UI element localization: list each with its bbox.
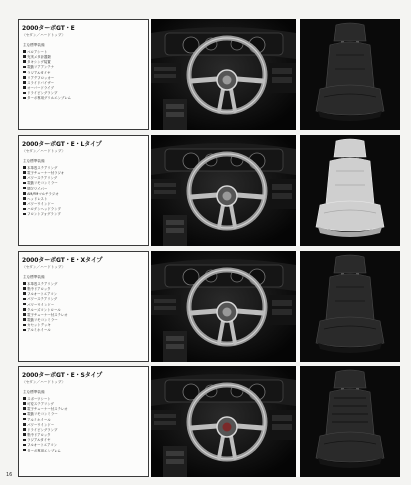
feature-text: 電子チューナー付ラジオ xyxy=(27,170,65,175)
feature-text: ラジアルタイヤ xyxy=(27,438,51,443)
feature-item xyxy=(23,412,148,417)
feature-item xyxy=(23,317,148,322)
bullet-square-icon xyxy=(23,282,26,285)
feature-item xyxy=(23,417,148,422)
bullet-square-icon xyxy=(23,55,26,58)
feature-item xyxy=(23,401,148,406)
bullet-square-icon xyxy=(23,66,26,69)
feature-text: カセットデッキ xyxy=(27,323,51,328)
section-title: 2000ターボGT・E・Sタイプ xyxy=(22,372,103,379)
trim-section xyxy=(18,251,400,362)
section-subtitle: 〈セダン／ハードトップ〉 xyxy=(22,149,66,153)
bullet-square-icon xyxy=(23,397,26,400)
feature-item xyxy=(23,281,148,286)
feature-item xyxy=(23,191,148,196)
feature-text: パワーウインドー xyxy=(27,202,55,206)
equipment-label: 主な標準装備 xyxy=(23,159,45,163)
seat-photo xyxy=(300,135,400,246)
feature-item xyxy=(23,85,148,90)
feature-text: 電子チューナー付ステレオ xyxy=(27,312,68,317)
equipment-label: 主な標準装備 xyxy=(23,275,45,279)
feature-item xyxy=(23,422,148,427)
feature-text: 電子チューナー付ステレオ xyxy=(27,407,68,411)
seat-photo xyxy=(300,19,400,130)
bullet-square-icon xyxy=(23,202,26,205)
dashboard-photo xyxy=(151,251,296,362)
equipment-label: 主な標準装備 xyxy=(23,43,45,47)
feature-item xyxy=(23,49,148,54)
bullet-square-icon xyxy=(23,287,26,290)
feature-text: パワーウインドー xyxy=(27,302,55,307)
feature-text: フルオートエアコン xyxy=(27,292,58,296)
feature-text: オーバードライブ xyxy=(27,86,54,90)
feature-item xyxy=(23,406,148,411)
feature-text: 間欠ワイパー xyxy=(27,186,48,191)
bullet-square-icon xyxy=(23,402,26,405)
bullet-square-icon xyxy=(23,86,26,89)
bullet-square-icon xyxy=(23,213,26,216)
bullet-square-icon xyxy=(23,81,26,84)
feature-text: スポーツシート xyxy=(27,396,51,401)
feature-item xyxy=(23,201,148,206)
section-subtitle: 〈セダン／ハードトップ〉 xyxy=(22,265,66,269)
feature-text: フルオートエアコン xyxy=(27,443,58,448)
bullet-square-icon xyxy=(23,76,26,79)
feature-item xyxy=(23,91,148,96)
dashboard-photo xyxy=(151,19,296,130)
bullet-square-icon xyxy=(23,176,26,179)
bullet-square-icon xyxy=(23,303,26,306)
feature-item xyxy=(23,312,148,317)
feature-text: パワーウインドー xyxy=(27,422,55,427)
feature-text: 集中ドアロック xyxy=(27,433,51,437)
feature-item xyxy=(23,59,148,64)
feature-item xyxy=(23,186,148,191)
bullet-square-icon xyxy=(23,166,26,169)
feature-text: パワーステアリング xyxy=(27,297,58,302)
feature-item xyxy=(23,207,148,212)
equipment-label: 主な標準装備 xyxy=(23,390,45,394)
feature-item xyxy=(23,212,148,217)
bullet-square-icon xyxy=(23,171,26,174)
bullet-square-icon xyxy=(23,423,26,426)
feature-text: 本革巻ステアリング xyxy=(27,281,58,286)
seat-photo xyxy=(300,251,400,362)
section-title: 2000ターボGT・E・Xタイプ xyxy=(22,257,103,264)
feature-item xyxy=(23,448,148,453)
feature-text: ヘッドレスト xyxy=(27,196,48,201)
feature-item xyxy=(23,438,148,443)
feature-item xyxy=(23,75,148,80)
feature-text: 電動リモコンミラー xyxy=(27,318,58,322)
section-subtitle: 〈セダン／ハードトップ〉 xyxy=(22,33,66,37)
feature-item xyxy=(23,427,148,432)
feature-text: 電動リモコンミラー xyxy=(27,181,58,186)
feature-item xyxy=(23,196,148,201)
feature-text: 充実メタ計器類 xyxy=(27,54,51,59)
bullet-square-icon xyxy=(23,182,26,185)
seat-photo xyxy=(300,366,400,477)
feature-text: ターボ専用エンブレム xyxy=(27,448,61,453)
feature-text: 可変ステアリング xyxy=(27,401,54,406)
feature-item xyxy=(23,54,148,59)
dashboard-photo xyxy=(151,366,296,477)
feature-text: 集中ドアロック xyxy=(27,286,51,291)
feature-item xyxy=(23,432,148,437)
bullet-square-icon xyxy=(23,192,26,195)
dashboard-svg xyxy=(151,135,296,246)
spec-text-box xyxy=(18,251,149,362)
bullet-square-icon xyxy=(23,449,26,452)
feature-item xyxy=(23,181,148,186)
bullet-square-icon xyxy=(23,208,26,211)
bullet-square-icon xyxy=(23,71,26,74)
feature-text: 電動リアアンテナ xyxy=(27,65,55,70)
feature-text: アルミホイール xyxy=(27,417,51,422)
feature-text: ベロアシート xyxy=(27,49,48,54)
dashboard-svg xyxy=(151,366,296,477)
trim-section xyxy=(18,135,400,246)
section-title: 2000ターボGT・E xyxy=(22,25,75,32)
bullet-square-icon xyxy=(23,428,26,431)
feature-item xyxy=(23,165,148,170)
trim-section xyxy=(18,19,400,130)
feature-item xyxy=(23,297,148,302)
seat-svg xyxy=(300,19,400,130)
spec-text-box xyxy=(18,135,149,246)
bullet-square-icon xyxy=(23,413,26,416)
page-number: 16 xyxy=(6,472,13,478)
bullet-square-icon xyxy=(23,97,26,100)
feature-item xyxy=(23,286,148,291)
feature-text: リアデフロッカー xyxy=(27,75,55,80)
feature-text: アルミホイール xyxy=(27,328,51,333)
feature-item xyxy=(23,175,148,180)
bullet-square-icon xyxy=(23,418,26,421)
feature-text: ドライビングランプ xyxy=(27,427,58,432)
feature-item xyxy=(23,65,148,70)
feature-item xyxy=(23,291,148,296)
feature-text: 本革巻ステアリング xyxy=(27,165,58,170)
feature-text: 電動リモコンミラー xyxy=(27,412,58,417)
bullet-square-icon xyxy=(23,298,26,301)
bullet-square-icon xyxy=(23,92,26,95)
spec-text-box xyxy=(18,366,149,477)
feature-item xyxy=(23,170,148,175)
trim-section xyxy=(18,366,400,477)
dashboard-svg xyxy=(151,19,296,130)
feature-item xyxy=(23,307,148,312)
section-subtitle: 〈セダン／ハードトップ〉 xyxy=(22,380,66,384)
bullet-square-icon xyxy=(23,324,26,327)
bullet-square-icon xyxy=(23,329,26,332)
bullet-square-icon xyxy=(23,318,26,321)
feature-item xyxy=(23,323,148,328)
feature-text: パワーステアリング xyxy=(27,176,58,180)
section-title: 2000ターボGT・E・Lタイプ xyxy=(22,141,102,148)
feature-text: タキシング装置 xyxy=(27,60,51,64)
feature-text: スライドバイザー xyxy=(27,80,55,85)
spec-text-box xyxy=(18,19,149,130)
bullet-square-icon xyxy=(23,308,26,311)
dashboard-photo xyxy=(151,135,296,246)
feature-text: ターボ専用グリルエンブレム xyxy=(27,96,71,101)
feature-text: AM/FMマルチラジオ xyxy=(27,191,59,196)
feature-item xyxy=(23,443,148,448)
feature-item xyxy=(23,302,148,307)
dashboard-svg xyxy=(151,251,296,362)
seat-svg xyxy=(300,366,400,477)
feature-item xyxy=(23,80,148,85)
feature-item xyxy=(23,96,148,101)
bullet-square-icon xyxy=(23,292,26,295)
feature-text: ラジアルタイヤ xyxy=(27,70,51,75)
feature-item xyxy=(23,328,148,333)
bullet-square-icon xyxy=(23,187,26,190)
feature-text: ハロゲンヘッドランプ xyxy=(27,207,61,212)
bullet-square-icon xyxy=(23,197,26,200)
bullet-square-icon xyxy=(23,50,26,53)
seat-svg xyxy=(300,135,400,246)
seat-svg xyxy=(300,251,400,362)
bullet-square-icon xyxy=(23,313,26,316)
feature-item xyxy=(23,70,148,75)
feature-text: フロントフォグランプ xyxy=(27,212,61,217)
bullet-square-icon xyxy=(23,60,26,63)
bullet-square-icon xyxy=(23,407,26,410)
feature-text: ドライビングランプ xyxy=(27,91,58,96)
bullet-square-icon xyxy=(23,439,26,442)
feature-item xyxy=(23,396,148,401)
bullet-square-icon xyxy=(23,433,26,436)
bullet-square-icon xyxy=(23,444,26,447)
feature-text: クルーズコントロール xyxy=(27,307,61,312)
